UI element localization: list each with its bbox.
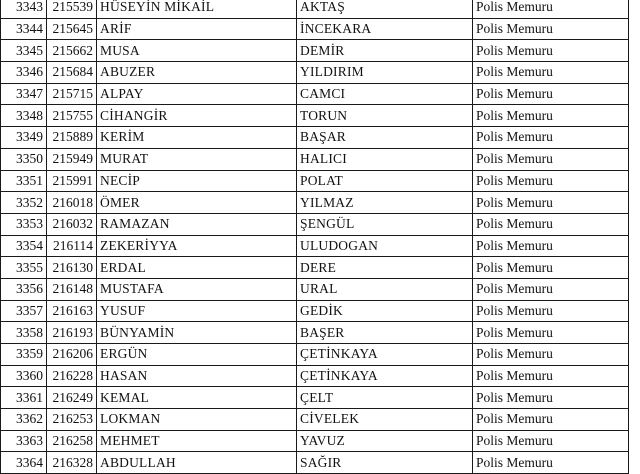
first-name-cell: ABUZER: [97, 62, 297, 84]
table-row: [1, 127, 629, 149]
first-name-cell: ALPAY: [97, 83, 297, 105]
rank-cell: Polis Memuru: [473, 344, 629, 366]
rank-cell: Polis Memuru: [473, 170, 629, 192]
first-name-cell: ZEKERİYYA: [97, 235, 297, 257]
first-name-cell: HASAN: [97, 365, 297, 387]
first-name-cell: RAMAZAN: [97, 213, 297, 235]
row-number-cell: 3347: [1, 83, 47, 105]
rank-cell: Polis Memuru: [473, 40, 629, 62]
registry-number-cell: 216163: [47, 300, 97, 322]
first-name-cell: CİHANGİR: [97, 105, 297, 127]
registry-number-cell: 215684: [47, 62, 97, 84]
surname-cell: CAMCI: [297, 83, 473, 105]
rank-cell: Polis Memuru: [473, 105, 629, 127]
table-row: [1, 278, 629, 300]
rank-cell: Polis Memuru: [473, 322, 629, 344]
table-row: [1, 257, 629, 279]
first-name-cell: ERDAL: [97, 257, 297, 279]
surname-cell: BAŞER: [297, 322, 473, 344]
table-row: [1, 409, 629, 431]
surname-cell: POLAT: [297, 170, 473, 192]
registry-number-cell: 216249: [47, 387, 97, 409]
rank-cell: Polis Memuru: [473, 430, 629, 452]
row-number-cell: 3352: [1, 192, 47, 214]
registry-number-cell: 216032: [47, 213, 97, 235]
table-row: [1, 83, 629, 105]
rank-cell: Polis Memuru: [473, 83, 629, 105]
table-row: [1, 365, 629, 387]
registry-number-cell: 215991: [47, 170, 97, 192]
rank-cell: Polis Memuru: [473, 387, 629, 409]
table-row: [1, 0, 629, 18]
registry-number-cell: 216018: [47, 192, 97, 214]
registry-number-cell: 215645: [47, 18, 97, 40]
row-number-cell: 3357: [1, 300, 47, 322]
first-name-cell: MUSA: [97, 40, 297, 62]
surname-cell: TORUN: [297, 105, 473, 127]
rank-cell: Polis Memuru: [473, 278, 629, 300]
first-name-cell: LOKMAN: [97, 409, 297, 431]
row-number-cell: 3351: [1, 170, 47, 192]
rank-cell: Polis Memuru: [473, 300, 629, 322]
registry-number-cell: 215755: [47, 105, 97, 127]
first-name-cell: BÜNYAMİN: [97, 322, 297, 344]
registry-number-cell: 216114: [47, 235, 97, 257]
row-number-cell: 3354: [1, 235, 47, 257]
surname-cell: ÇETİNKAYA: [297, 344, 473, 366]
surname-cell: BAŞAR: [297, 127, 473, 149]
first-name-cell: ABDULLAH: [97, 452, 297, 474]
first-name-cell: MUSTAFA: [97, 278, 297, 300]
surname-cell: AKTAŞ: [297, 0, 473, 18]
rank-cell: Polis Memuru: [473, 127, 629, 149]
row-number-cell: 3364: [1, 452, 47, 474]
surname-cell: ULUDOGAN: [297, 235, 473, 257]
table-row: [1, 192, 629, 214]
first-name-cell: ERGÜN: [97, 344, 297, 366]
row-number-cell: 3343: [1, 0, 47, 18]
registry-number-cell: 215662: [47, 40, 97, 62]
table-row: [1, 170, 629, 192]
first-name-cell: YUSUF: [97, 300, 297, 322]
row-number-cell: 3349: [1, 127, 47, 149]
rank-cell: Polis Memuru: [473, 257, 629, 279]
table-row: [1, 344, 629, 366]
registry-number-cell: 216206: [47, 344, 97, 366]
surname-cell: SAĞIR: [297, 452, 473, 474]
surname-cell: DERE: [297, 257, 473, 279]
rank-cell: Polis Memuru: [473, 62, 629, 84]
rank-cell: Polis Memuru: [473, 452, 629, 474]
table-row: [1, 40, 629, 62]
row-number-cell: 3356: [1, 278, 47, 300]
first-name-cell: KEMAL: [97, 387, 297, 409]
surname-cell: GEDİK: [297, 300, 473, 322]
first-name-cell: ÖMER: [97, 192, 297, 214]
registry-number-cell: 216258: [47, 430, 97, 452]
first-name-cell: MEHMET: [97, 430, 297, 452]
table-row: [1, 213, 629, 235]
surname-cell: ŞENGÜL: [297, 213, 473, 235]
surname-cell: İNCEKARA: [297, 18, 473, 40]
row-number-cell: 3358: [1, 322, 47, 344]
registry-number-cell: 216328: [47, 452, 97, 474]
first-name-cell: MURAT: [97, 148, 297, 170]
first-name-cell: KERİM: [97, 127, 297, 149]
first-name-cell: NECİP: [97, 170, 297, 192]
rank-cell: Polis Memuru: [473, 18, 629, 40]
registry-number-cell: 215949: [47, 148, 97, 170]
rank-cell: Polis Memuru: [473, 365, 629, 387]
row-number-cell: 3355: [1, 257, 47, 279]
table-row: [1, 452, 629, 474]
surname-cell: CİVELEK: [297, 409, 473, 431]
table-row: [1, 300, 629, 322]
table-row: [1, 18, 629, 40]
row-number-cell: 3348: [1, 105, 47, 127]
row-number-cell: 3345: [1, 40, 47, 62]
registry-number-cell: 215715: [47, 83, 97, 105]
table-row: [1, 148, 629, 170]
registry-number-cell: 216228: [47, 365, 97, 387]
rank-cell: Polis Memuru: [473, 148, 629, 170]
rank-cell: Polis Memuru: [473, 192, 629, 214]
first-name-cell: HÜSEYİN MİKAİL: [97, 0, 297, 18]
surname-cell: HALICI: [297, 148, 473, 170]
table-row: [1, 430, 629, 452]
registry-number-cell: 216193: [47, 322, 97, 344]
rank-cell: Polis Memuru: [473, 235, 629, 257]
rank-cell: Polis Memuru: [473, 213, 629, 235]
first-name-cell: ARİF: [97, 18, 297, 40]
table-row: [1, 387, 629, 409]
table-row: [1, 322, 629, 344]
row-number-cell: 3362: [1, 409, 47, 431]
registry-number-cell: 216148: [47, 278, 97, 300]
surname-cell: YAVUZ: [297, 430, 473, 452]
table-row: [1, 62, 629, 84]
row-number-cell: 3359: [1, 344, 47, 366]
surname-cell: URAL: [297, 278, 473, 300]
registry-number-cell: 215889: [47, 127, 97, 149]
row-number-cell: 3350: [1, 148, 47, 170]
row-number-cell: 3344: [1, 18, 47, 40]
rank-cell: Polis Memuru: [473, 0, 629, 18]
row-number-cell: 3363: [1, 430, 47, 452]
row-number-cell: 3346: [1, 62, 47, 84]
row-number-cell: 3353: [1, 213, 47, 235]
surname-cell: DEMİR: [297, 40, 473, 62]
personnel-table-body: [1, 0, 629, 474]
table-row: [1, 105, 629, 127]
surname-cell: YILMAZ: [297, 192, 473, 214]
rank-cell: Polis Memuru: [473, 409, 629, 431]
registry-number-cell: 215539: [47, 0, 97, 18]
surname-cell: ÇELT: [297, 387, 473, 409]
table-row: [1, 235, 629, 257]
surname-cell: YILDIRIM: [297, 62, 473, 84]
registry-number-cell: 216130: [47, 257, 97, 279]
registry-number-cell: 216253: [47, 409, 97, 431]
surname-cell: ÇETİNKAYA: [297, 365, 473, 387]
row-number-cell: 3360: [1, 365, 47, 387]
row-number-cell: 3361: [1, 387, 47, 409]
